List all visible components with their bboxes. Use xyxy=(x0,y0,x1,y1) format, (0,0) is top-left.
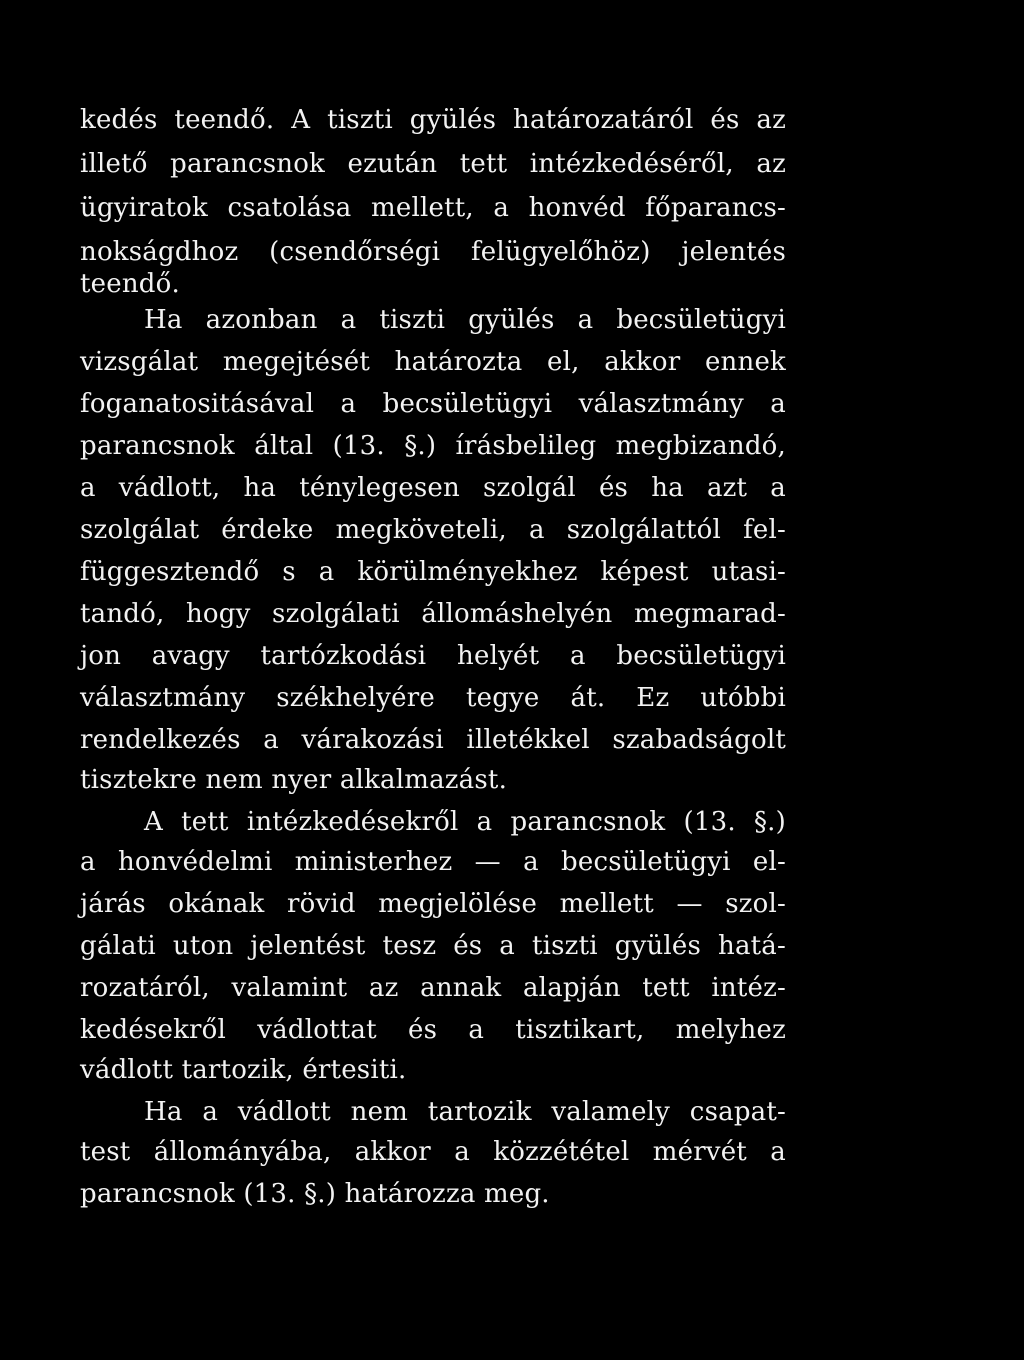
text-line: rozatáról, valamint az annak alapján tett intéz- xyxy=(80,973,786,1003)
text-line: választmány székhelyére tegye át. Ez utóbbi xyxy=(80,683,786,713)
text-line: Ha azonban a tiszti gyülés a becsületügyi xyxy=(144,305,786,335)
text-line: parancsnok által (13. §.) írásbelileg megbizandó, xyxy=(80,431,786,461)
text-line: ügyiratok csatolása mellett, a honvéd főparancs- xyxy=(80,193,786,223)
text-line: parancsnok (13. §.) határozza meg. xyxy=(80,1179,550,1209)
text-line: vádlott tartozik, értesiti. xyxy=(80,1055,407,1085)
text-line: tisztekre nem nyer alkalmazást. xyxy=(80,765,508,795)
text-line: vizsgálat megejtését határozta el, akkor ennek xyxy=(80,347,786,377)
text-line: Ha a vádlott nem tartozik valamely csapat- xyxy=(144,1097,786,1127)
text-line: nokságdhoz (csendőrségi felügyelőhöz) jelentés xyxy=(80,237,786,267)
text-line: kedés teendő. A tiszti gyülés határozatáról és az xyxy=(80,105,786,135)
text-line: rendelkezés a várakozási illetékkel szabadságolt xyxy=(80,725,786,755)
text-line: A tett intézkedésekről a parancsnok (13. §.) xyxy=(144,807,786,837)
text-line: a vádlott, ha ténylegesen szolgál és ha azt a xyxy=(80,473,786,503)
text-line: gálati uton jelentést tesz és a tiszti gyülés hatá- xyxy=(80,931,786,961)
text-line: foganatositásával a becsületügyi választmány a xyxy=(80,389,786,419)
text-line: szolgálat érdeke megköveteli, a szolgálattól fel- xyxy=(80,515,786,545)
text-line: járás okának rövid megjelölése mellett — szol- xyxy=(80,889,786,919)
text-line: a honvédelmi ministerhez — a becsületügyi el- xyxy=(80,847,786,877)
text-line: tandó, hogy szolgálati állomáshelyén megmarad- xyxy=(80,599,786,629)
text-line: függesztendő s a körülményekhez képest utasi- xyxy=(80,557,786,587)
text-line: kedésekről vádlottat és a tisztikart, melyhez xyxy=(80,1015,786,1045)
text-line: illető parancsnok ezután tett intézkedéséről, az xyxy=(80,149,786,179)
text-line: test állományába, akkor a közzététel mérvét a xyxy=(80,1137,786,1167)
text-line: jon avagy tartózkodási helyét a becsületügyi xyxy=(80,641,786,671)
text-line: teendő. xyxy=(80,269,180,299)
